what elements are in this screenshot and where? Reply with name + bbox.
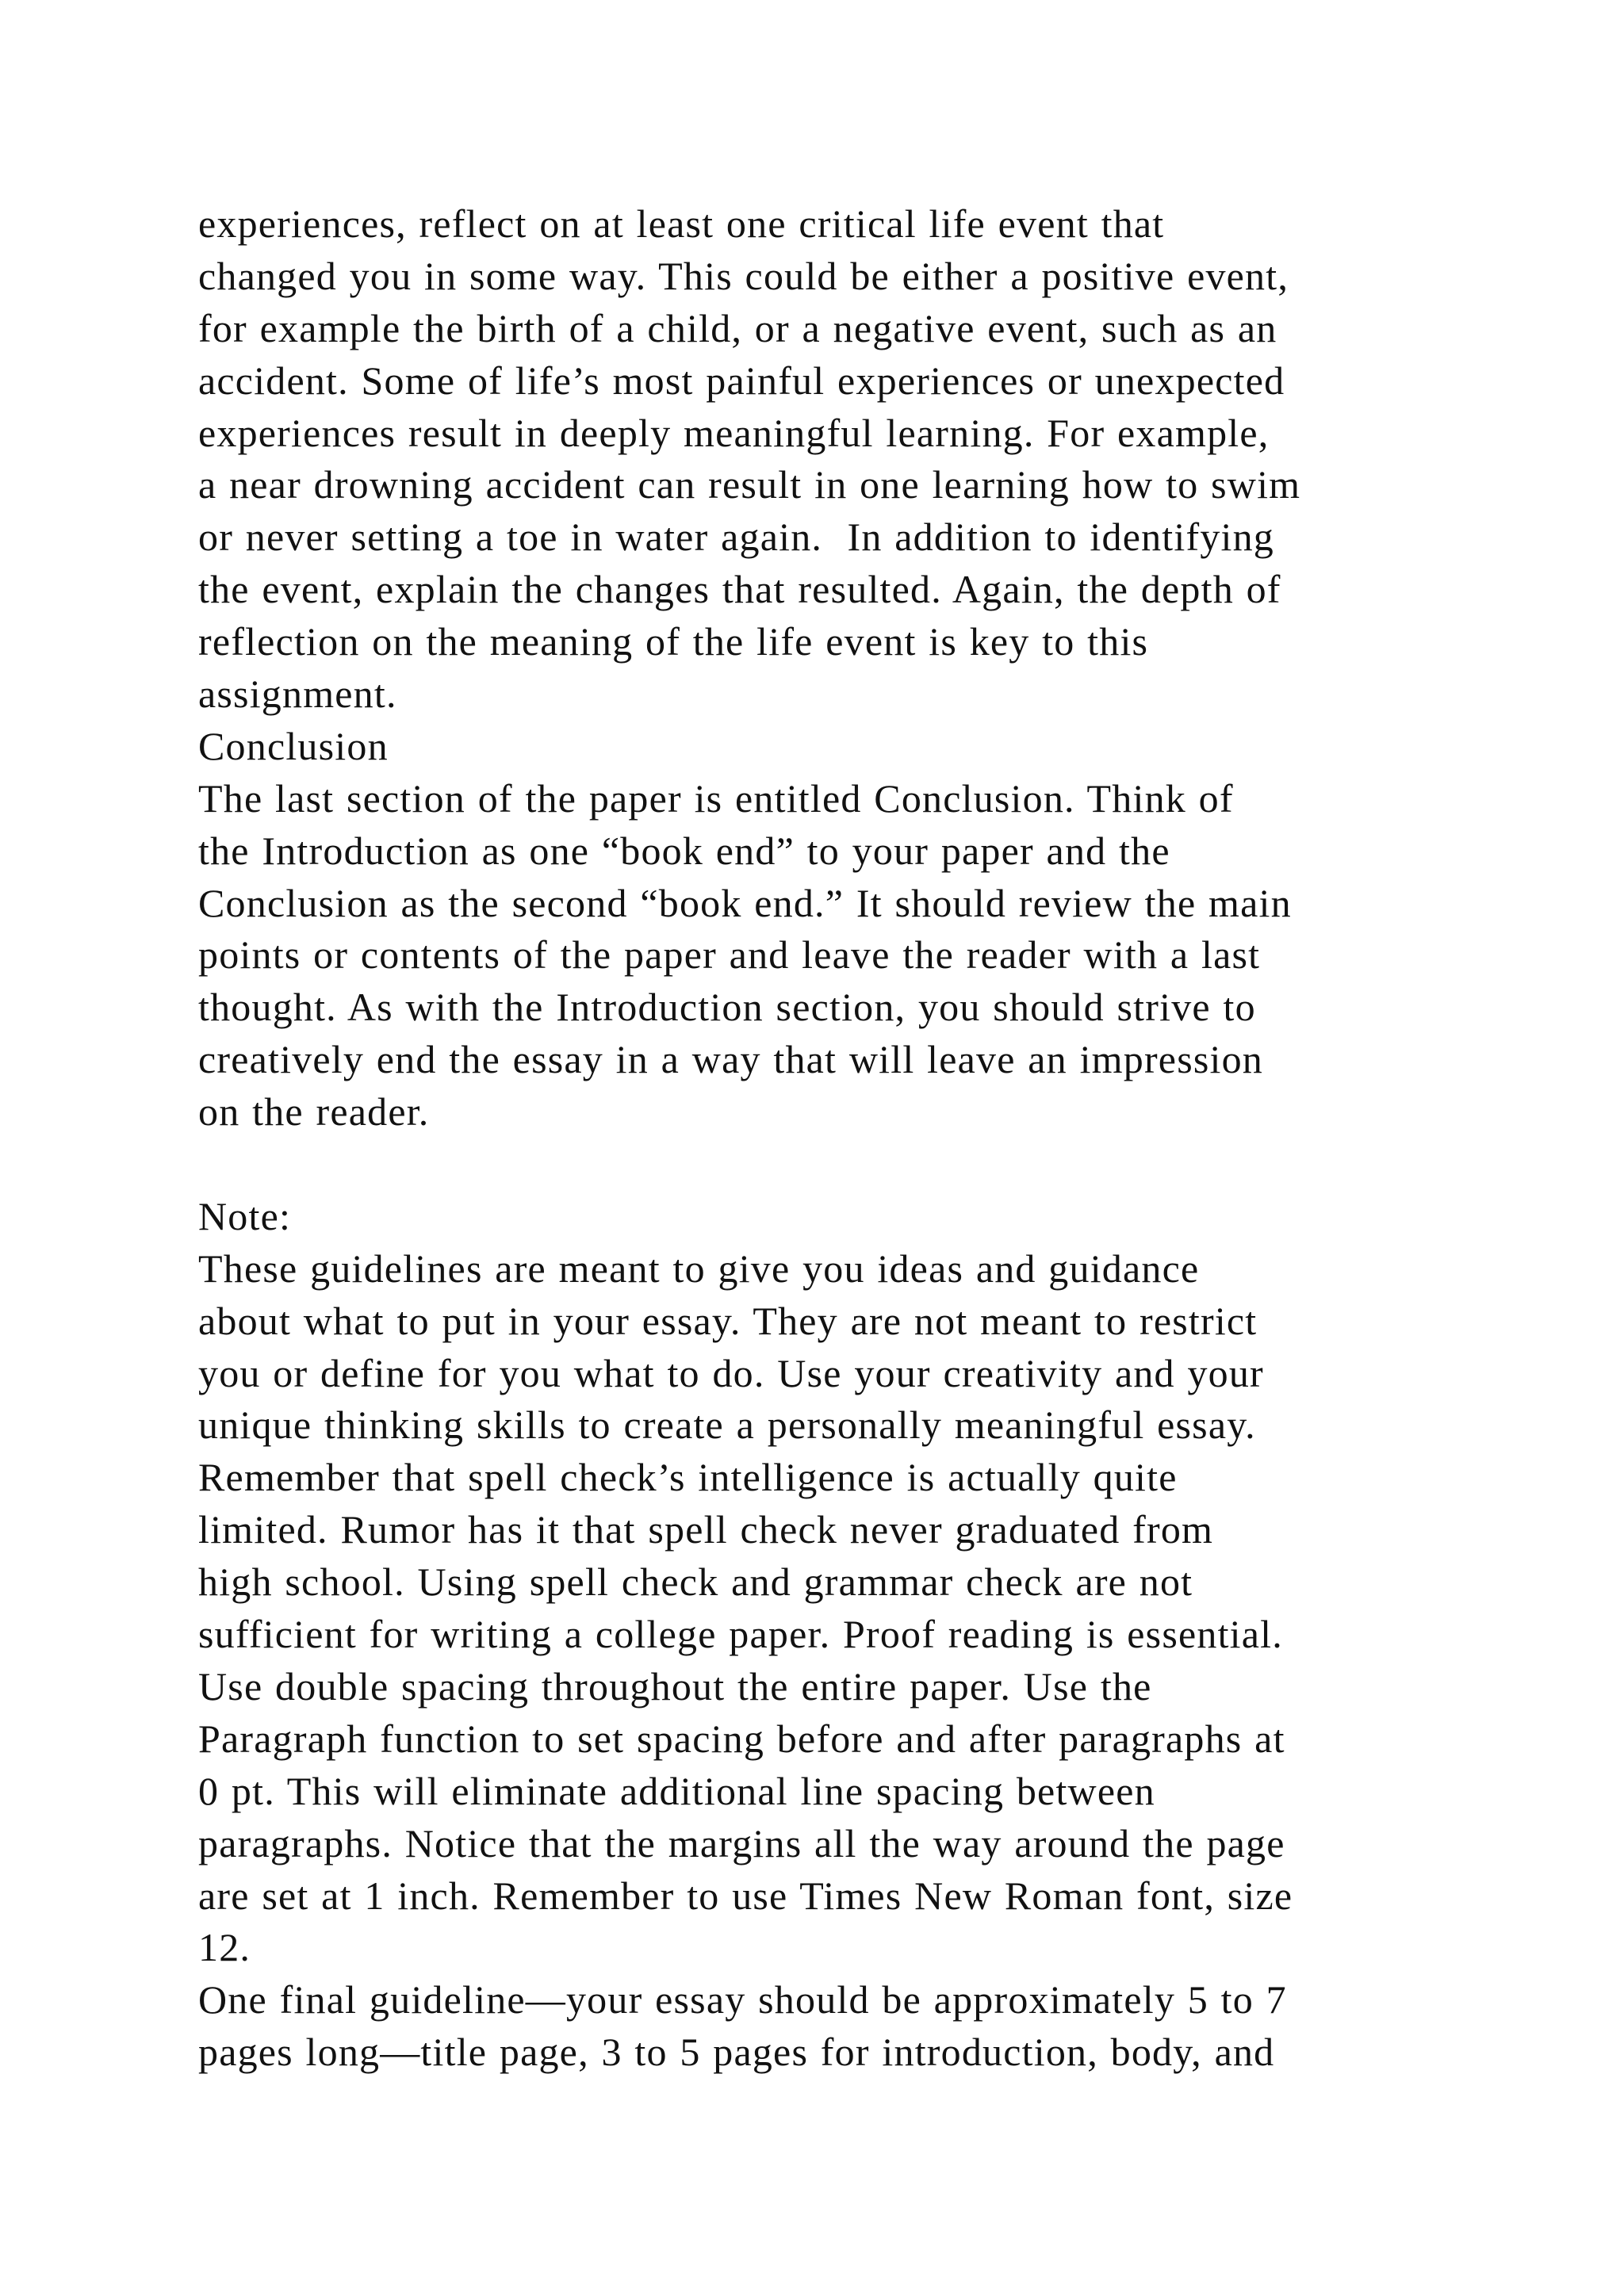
- text-line: about what to put in your essay. They are not meant to restrict: [198, 1298, 1258, 1343]
- text-line: 12.: [198, 1925, 251, 1970]
- blank-line: [198, 1138, 1483, 1191]
- text-line: pages long—title page, 3 to 5 pages for introduction, body, and: [198, 2030, 1275, 2075]
- text-line: for example the birth of a child, or a negative event, such as an: [198, 305, 1277, 350]
- text-line: or never setting a toe in water again. In addition to identifying: [198, 515, 1275, 560]
- text-line: a near drowning accident can result in one learning how to swim: [198, 462, 1301, 507]
- text-line: Conclusion as the second “book end.” It should review the main: [198, 880, 1292, 925]
- document-body: [198, 198, 1483, 2079]
- text-line: accident. Some of life’s most painful experiences or unexpected: [198, 358, 1285, 403]
- text-line: Use double spacing throughout the entire paper. Use the: [198, 1663, 1152, 1709]
- text-line: points or contents of the paper and leave the reader with a last: [198, 932, 1261, 978]
- text-line: are set at 1 inch. Remember to use Times New Roman font, size: [198, 1873, 1293, 1918]
- text-line: Remember that spell check’s intelligence is actually quite: [198, 1455, 1178, 1500]
- text-line: sufficient for writing a college paper. Proof reading is essential.: [198, 1612, 1283, 1657]
- text-line: 0 pt. This will eliminate additional line spacing between: [198, 1768, 1155, 1813]
- text-line: assignment.: [198, 672, 397, 717]
- text-line: reflection on the meaning of the life event is key to this: [198, 619, 1149, 664]
- text-line: unique thinking skills to create a personally meaningful essay.: [198, 1402, 1256, 1448]
- text-line: the Introduction as one “book end” to your paper and the: [198, 828, 1170, 873]
- text-line: paragraphs. Notice that the margins all the way around the page: [198, 1820, 1285, 1866]
- text-line: thought. As with the Introduction section, you should strive to: [198, 985, 1256, 1030]
- text-line: changed you in some way. This could be either a positive event,: [198, 253, 1289, 298]
- text-line: These guidelines are meant to give you ideas and guidance: [198, 1246, 1200, 1291]
- text-line: the event, explain the changes that resulted. Again, the depth of: [198, 567, 1281, 612]
- text-line: The last section of the paper is entitled Conclusion. Think of: [198, 775, 1234, 821]
- text-line: experiences result in deeply meaningful learning. For example,: [198, 410, 1270, 455]
- text-line: creatively end the essay in a way that will leave an impression: [198, 1037, 1264, 1082]
- text-line: on the reader.: [198, 1089, 430, 1135]
- text-line: experiences, reflect on at least one critical life event that: [198, 201, 1165, 246]
- section-heading-conclusion: Conclusion: [198, 723, 389, 768]
- section-heading-note: Note:: [198, 1193, 292, 1238]
- text-line: limited. Rumor has it that spell check never graduated from: [198, 1507, 1214, 1552]
- text-line: One final guideline—your essay should be approximately 5 to 7: [198, 1977, 1287, 2022]
- text-line: Paragraph function to set spacing before and after paragraphs at: [198, 1716, 1285, 1761]
- text-line: you or define for you what to do. Use your creativity and your: [198, 1350, 1264, 1395]
- text-line: high school. Using spell check and grammar check are not: [198, 1559, 1193, 1605]
